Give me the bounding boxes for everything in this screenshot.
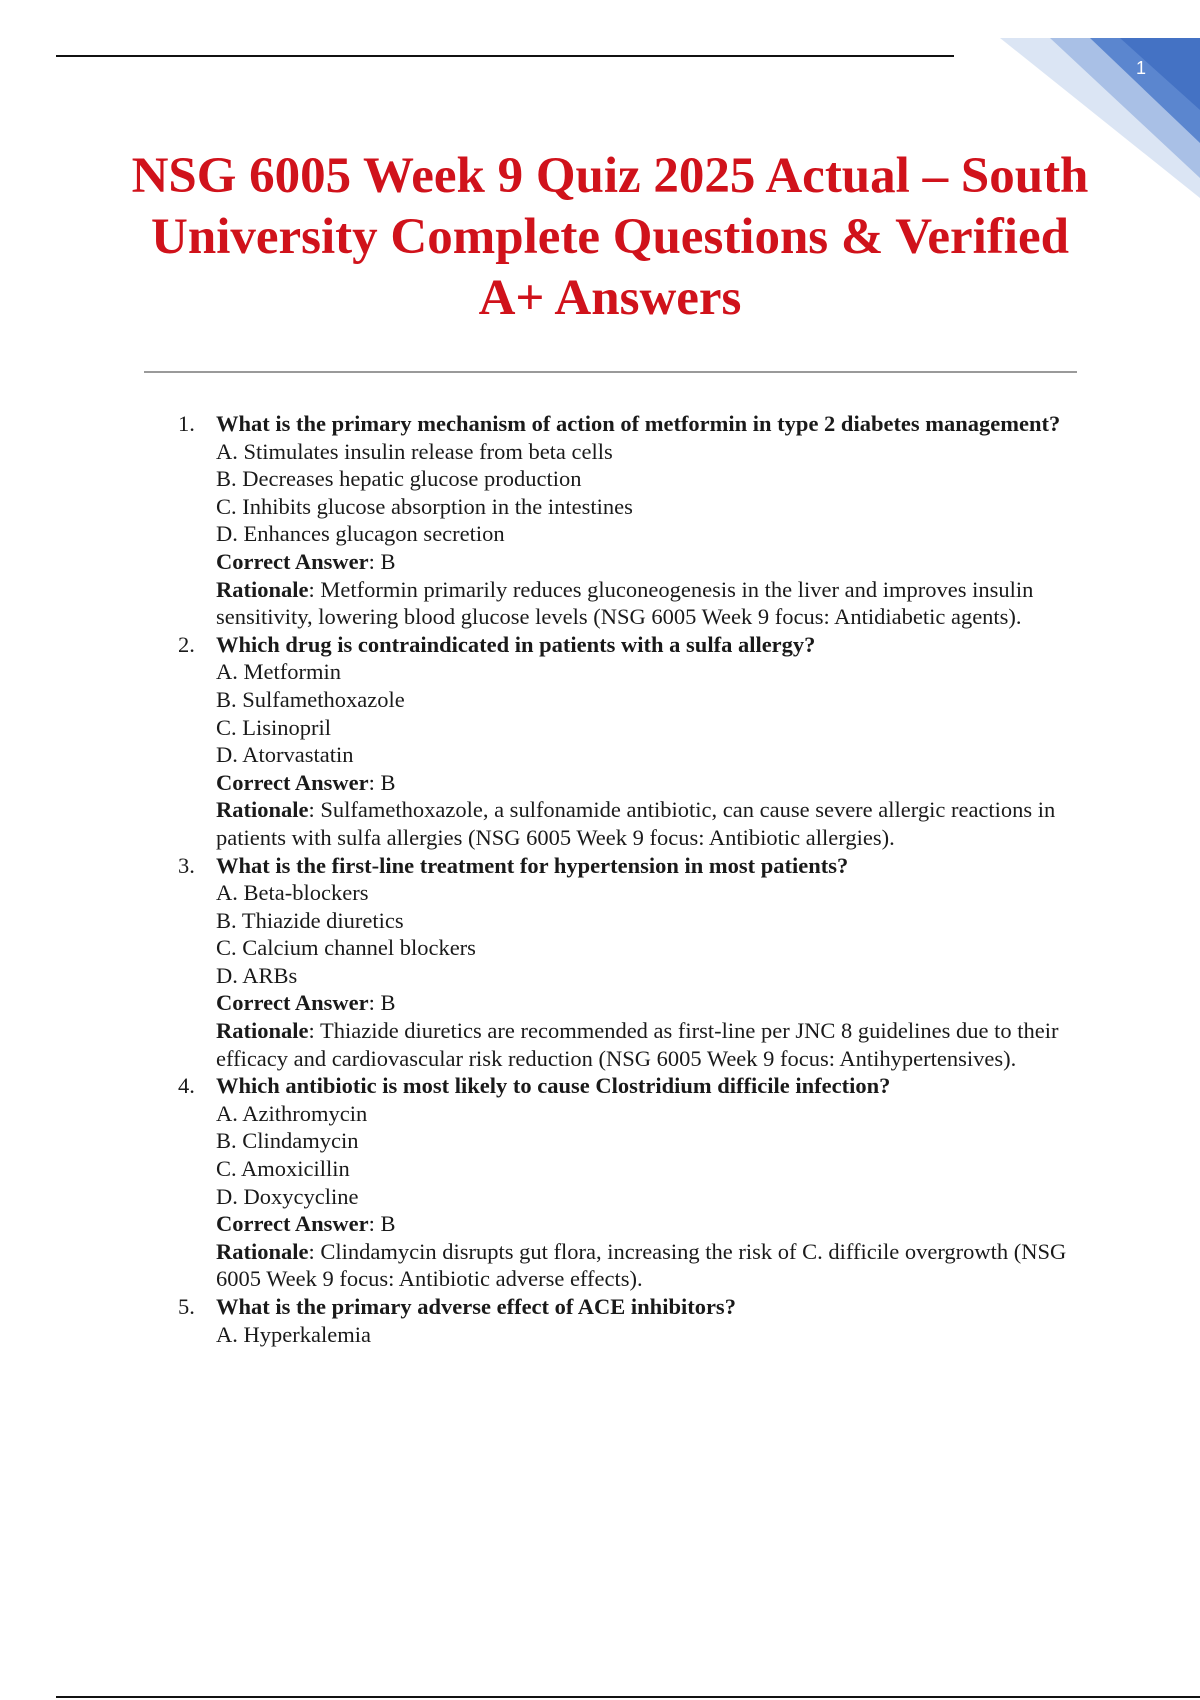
correct-answer-label: Correct Answer [216,769,369,795]
correct-answer [216,769,1078,797]
footer-rule [56,1696,1200,1698]
rationale-text: : Metformin primarily reduces gluconeogenesis in the liver and improves insulin sensitivity, lowering blood glucose levels (NSG 6005 Week 9 focus: Antidiabetic agents). [216,576,1034,630]
correct-answer-value: : B [368,769,396,795]
answer-option: A. Stimulates insulin release from beta cells [216,438,613,464]
answer-option: A. Hyperkalemia [216,1321,371,1347]
header-rule [56,55,954,57]
answer-option: C. Inhibits glucose absorption in the intestines [216,493,633,519]
question-item [178,631,1078,852]
question-item [178,1072,1078,1293]
answer-option: C. Calcium channel blockers [216,935,476,961]
correct-answer [216,1210,1078,1238]
rationale-text: : Clindamycin disrupts gut flora, increasing the risk of C. difficile overgrowth (NSG 6005 Week 9 focus: Antibiotic adverse effects). [216,1238,1067,1292]
question-list [178,410,1078,1348]
correct-answer-value: : B [368,1211,396,1237]
question-number: 2. [178,631,195,657]
question-text: What is the first-line treatment for hypertension in most patients? [216,852,849,878]
correct-answer-value: : B [368,548,396,574]
answer-option: C. Lisinopril [216,714,332,740]
answer-option: D. ARBs [216,962,298,988]
question-number: 4. [178,1073,195,1099]
correct-answer-label: Correct Answer [216,548,369,574]
document-title: NSG 6005 Week 9 Quiz 2025 Actual – South University Complete Questions & Verified A+ Answers [131,148,1089,326]
answer-option: B. Thiazide diuretics [216,907,404,933]
correct-answer-label: Correct Answer [216,990,369,1016]
correct-answer-label: Correct Answer [216,1211,369,1237]
correct-answer-value: : B [368,990,396,1016]
rationale-label: Rationale [216,576,309,602]
question-number: 5. [178,1294,195,1319]
answer-option: A. Azithromycin [216,1100,368,1126]
rationale-label: Rationale [216,797,309,823]
page-number: 1 [1135,58,1146,78]
question-text: What is the primary adverse effect of ACE inhibitors? [216,1294,736,1319]
answer-option: B. Sulfamethoxazole [216,686,405,712]
correct-answer [216,989,1078,1017]
question-item [178,1293,1078,1348]
correct-answer [216,548,1078,576]
rationale-label: Rationale [216,1018,309,1044]
question-text: What is the primary mechanism of action of metformin in type 2 diabetes management? [216,411,1061,436]
question-text: Which antibiotic is most likely to cause Clostridium difficile infection? [216,1073,891,1099]
rationale-label: Rationale [216,1238,309,1264]
answer-option: C. Amoxicillin [216,1156,350,1182]
answer-option: D. Atorvastatin [216,742,354,768]
title-divider [144,371,1077,373]
rationale [216,1238,1078,1293]
rationale-text: : Thiazide diuretics are recommended as first-line per JNC 8 guidelines due to their efficacy and cardiovascular risk reduction (NSG 6005 Week 9 focus: Antihypertensives). [216,1018,1059,1071]
question-item [178,852,1078,1073]
question-item [178,410,1078,631]
answer-option: B. Clindamycin [216,1128,359,1154]
rationale-text: : Sulfamethoxazole, a sulfonamide antibiotic, can cause severe allergic reactions in patients with sulfa allergies (NSG 6005 Week 9 focus: Antibiotic allergies). [216,797,1056,850]
question-number: 1. [178,411,195,436]
rationale [216,1017,1078,1072]
answer-option: D. Enhances glucagon secretion [216,521,505,547]
rationale [216,796,1078,851]
rationale [216,576,1078,631]
answer-option: A. Beta-blockers [216,880,369,906]
answer-option: A. Metformin [216,659,341,685]
answer-option: D. Doxycycline [216,1183,359,1209]
question-text: Which drug is contraindicated in patients with a sulfa allergy? [216,631,816,657]
question-number: 3. [178,852,195,878]
answer-option: B. Decreases hepatic glucose production [216,466,582,492]
